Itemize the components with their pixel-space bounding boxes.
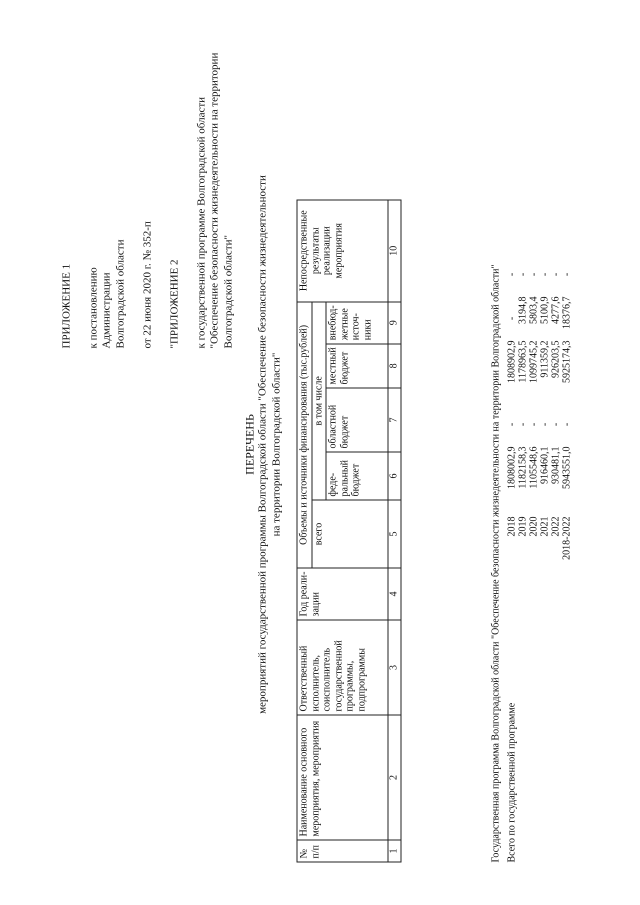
row-extra: - [550, 272, 562, 277]
row-total: 1105548,6 [528, 446, 540, 489]
row-total: 1808002,9 [506, 446, 518, 489]
table-row [507, 253, 518, 863]
row-local: 3194,8 [517, 296, 529, 324]
appendix-line: Волгоградской области [114, 239, 127, 349]
appendix-program-line: Волгоградской области" [222, 235, 234, 349]
row-regional: 1099745,2 [528, 340, 540, 383]
appendix-program-line: "Обеспечение безопасности жизнедеятельности на территории [208, 52, 221, 349]
row-federal: - [561, 422, 573, 427]
header-executor: Ответственный исполнитель, соисполнитель государственной программы, подпрограммы [297, 620, 388, 715]
row-federal: - [506, 422, 518, 427]
header-extra: внебюд-жетные источ-ники [326, 302, 388, 344]
row-regional: 5925174,3 [561, 340, 573, 383]
col-number: 8 [388, 344, 401, 388]
row-regional: 911359,2 [539, 340, 551, 378]
header-year: Год реали-зации [297, 568, 388, 620]
row-local: 18376,7 [561, 296, 573, 329]
row-year: 2018 [506, 516, 518, 537]
header-regional: областной бюджет [326, 388, 388, 452]
document-title [243, 35, 284, 855]
program-title: Государственная программа Волгоградской области "Обеспечение безопасности жизнедеятельности на территории Волгоградской области" [490, 264, 502, 863]
row-local: 4277,6 [550, 296, 562, 324]
title-line: мероприятий государственной программы Волгоградской области "Обеспечение безопасности жизнедеятельности [256, 175, 269, 714]
row-year: 2021 [539, 516, 551, 537]
header-volume: Объемы и источники финансирования (тыс.рублей) [297, 302, 312, 568]
row-federal: - [517, 422, 529, 427]
header-results: Непосредственные результаты реализации мероприятия [297, 200, 388, 302]
header-local: местный бюджет [326, 344, 388, 388]
row-federal: - [528, 422, 540, 427]
row-extra: - [506, 272, 518, 277]
totals-block [507, 253, 573, 863]
row-federal: - [539, 422, 551, 427]
table-row [562, 253, 573, 863]
title-heading: ПЕРЕЧЕНЬ [242, 414, 257, 475]
row-year: 2022 [550, 516, 562, 537]
column-numbers-row [388, 200, 401, 862]
table-row [529, 253, 540, 863]
table-row [518, 253, 529, 863]
table-row [540, 253, 551, 863]
header-name: Наименование основного мероприятия, мероприятия [297, 715, 388, 840]
col-number: 7 [388, 388, 401, 452]
header-total: всего [312, 500, 389, 568]
row-extra: - [539, 272, 551, 277]
total-label: Всего по государственной программе [506, 702, 518, 863]
row-local: - [506, 316, 518, 321]
row-total: 916460,1 [539, 446, 551, 484]
header-federal: феде-ральный бюджет [326, 452, 388, 500]
row-regional: 926203,5 [550, 340, 562, 378]
col-number: 1 [388, 840, 401, 862]
header-num: № п/п [297, 840, 388, 862]
appendix-line: к постановлению [87, 267, 100, 349]
row-year: 2019 [517, 516, 529, 537]
appendix-heading: ПРИЛОЖЕНИЕ 1 [60, 263, 73, 349]
col-number: 4 [388, 568, 401, 620]
row-extra: - [528, 272, 540, 277]
document-page [21, 20, 621, 885]
row-federal: - [550, 422, 562, 427]
appendix-program-line: к государственной программе Волгоградской области [195, 96, 208, 349]
row-total: 930481,1 [550, 446, 562, 484]
row-local: 5803,4 [528, 296, 540, 324]
appendix-2-heading: "ПРИЛОЖЕНИЕ 2 [168, 259, 181, 349]
title-line: на территории Волгоградской области" [270, 352, 283, 537]
row-regional: 1178963,5 [517, 340, 529, 383]
col-number: 9 [388, 302, 401, 344]
col-number: 6 [388, 452, 401, 500]
row-total: 5943551,0 [561, 446, 573, 489]
measures-table [297, 199, 402, 862]
row-local: 5100,9 [539, 296, 551, 324]
appendix-block [61, 49, 236, 349]
col-number: 5 [388, 500, 401, 568]
table-row [551, 253, 562, 863]
col-number: 10 [388, 200, 401, 302]
row-extra: - [561, 272, 573, 277]
header-including: в том числе [312, 302, 327, 500]
row-year: 2018-2022 [561, 516, 573, 560]
col-number: 3 [388, 620, 401, 715]
col-number: 2 [388, 715, 401, 840]
row-regional: 1808902,9 [506, 340, 518, 383]
row-total: 1182158,3 [517, 446, 529, 489]
row-year: 2020 [528, 516, 540, 537]
row-extra: - [517, 272, 529, 277]
appendix-date: от 22 июня 2020 г. № 352-п [141, 221, 154, 349]
appendix-line: Администрации [100, 272, 113, 349]
